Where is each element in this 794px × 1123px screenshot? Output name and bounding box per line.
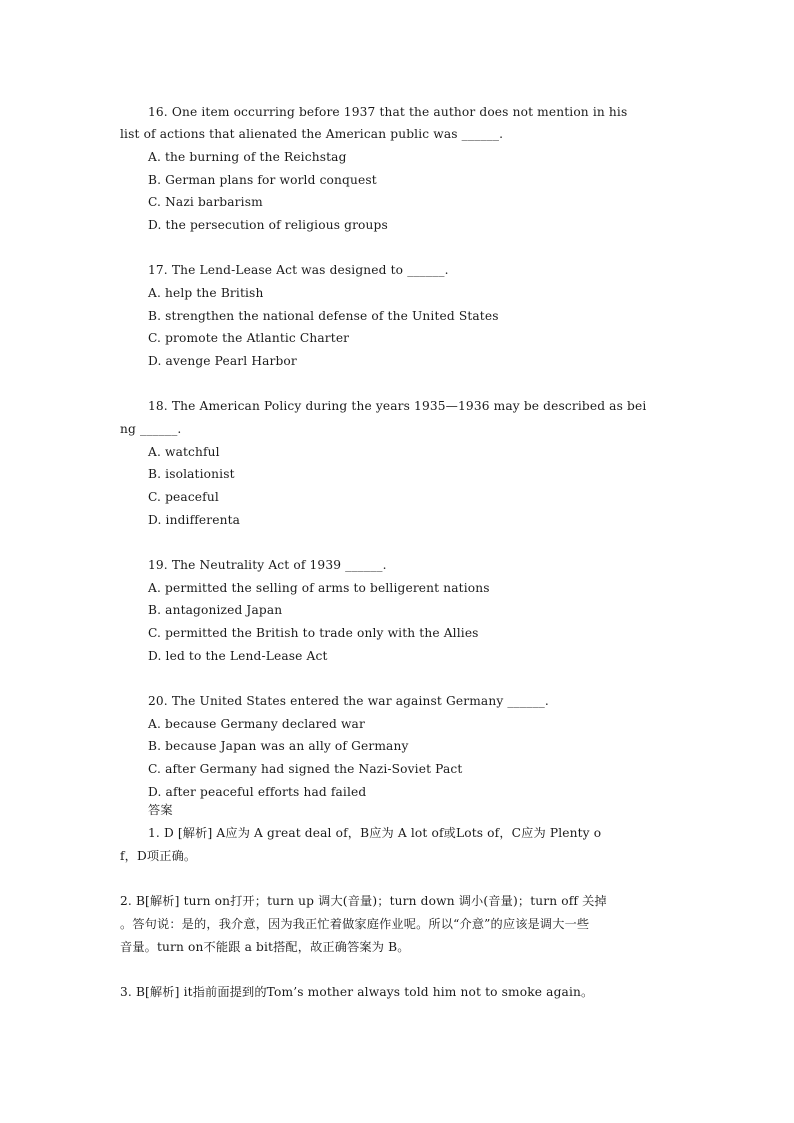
option-c: C. permitted the British to trade only with the Allies <box>148 626 479 640</box>
option-a: A. the burning of the Reichstag <box>148 150 347 164</box>
question-stem: 20. The United States entered the war against Germany ______. <box>148 694 549 708</box>
answer-line: 1. D [解析] A应为 A great deal of，B应为 A lot of或Lots of，C应为 Plenty o <box>148 826 602 840</box>
option-b: B. German plans for world conquest <box>148 173 377 187</box>
option-d: D. led to the Lend-Lease Act <box>148 649 328 663</box>
question-stem: 18. The American Policy during the years 1935—1936 may be described as bei <box>148 399 647 413</box>
answer-line: 音量。turn on不能跟 a bit搭配，故正确答案为 B。 <box>120 940 410 954</box>
option-d: D. the persecution of religious groups <box>148 218 388 232</box>
option-a: A. help the British <box>148 286 264 300</box>
option-c: C. Nazi barbarism <box>148 195 263 209</box>
answer-line: 。答句说：是的，我介意，因为我正忙着做家庭作业呢。所以“介意”的应该是调大一些 <box>120 917 590 931</box>
question-stem: 19. The Neutrality Act of 1939 ______. <box>148 558 387 572</box>
option-a: A. watchful <box>148 445 220 459</box>
option-d: D. avenge Pearl Harbor <box>148 354 297 368</box>
answers-heading: 答案 <box>148 803 173 817</box>
option-a: A. permitted the selling of arms to belligerent nations <box>148 581 490 595</box>
option-c: C. peaceful <box>148 490 219 504</box>
question-stem: 17. The Lend-Lease Act was designed to ______. <box>148 263 449 277</box>
answer-line: f，D项正确。 <box>120 849 197 863</box>
question-stem: 16. One item occurring before 1937 that the author does not mention in his <box>148 105 628 119</box>
option-a: A. because Germany declared war <box>148 717 365 731</box>
option-b: B. isolationist <box>148 467 235 481</box>
option-b: B. because Japan was an ally of Germany <box>148 739 409 753</box>
option-b: B. strengthen the national defense of the United States <box>148 309 499 323</box>
question-stem-continued: ng ______. <box>120 422 182 436</box>
option-d: D. indifferenta <box>148 513 241 527</box>
answer-line: 2. B[解析] turn on打开；turn up 调大(音量)；turn down 调小(音量)；turn off 关掉 <box>120 894 607 908</box>
option-c: C. promote the Atlantic Charter <box>148 331 350 345</box>
option-c: C. after Germany had signed the Nazi-Soviet Pact <box>148 762 463 776</box>
option-b: B. antagonized Japan <box>148 603 283 617</box>
question-stem-continued: list of actions that alienated the American public was ______. <box>120 127 504 141</box>
option-d: D. after peaceful efforts had failed <box>148 785 367 799</box>
answer-line: 3. B[解析] it指前面提到的Tom’s mother always told him not to smoke again。 <box>120 985 594 999</box>
